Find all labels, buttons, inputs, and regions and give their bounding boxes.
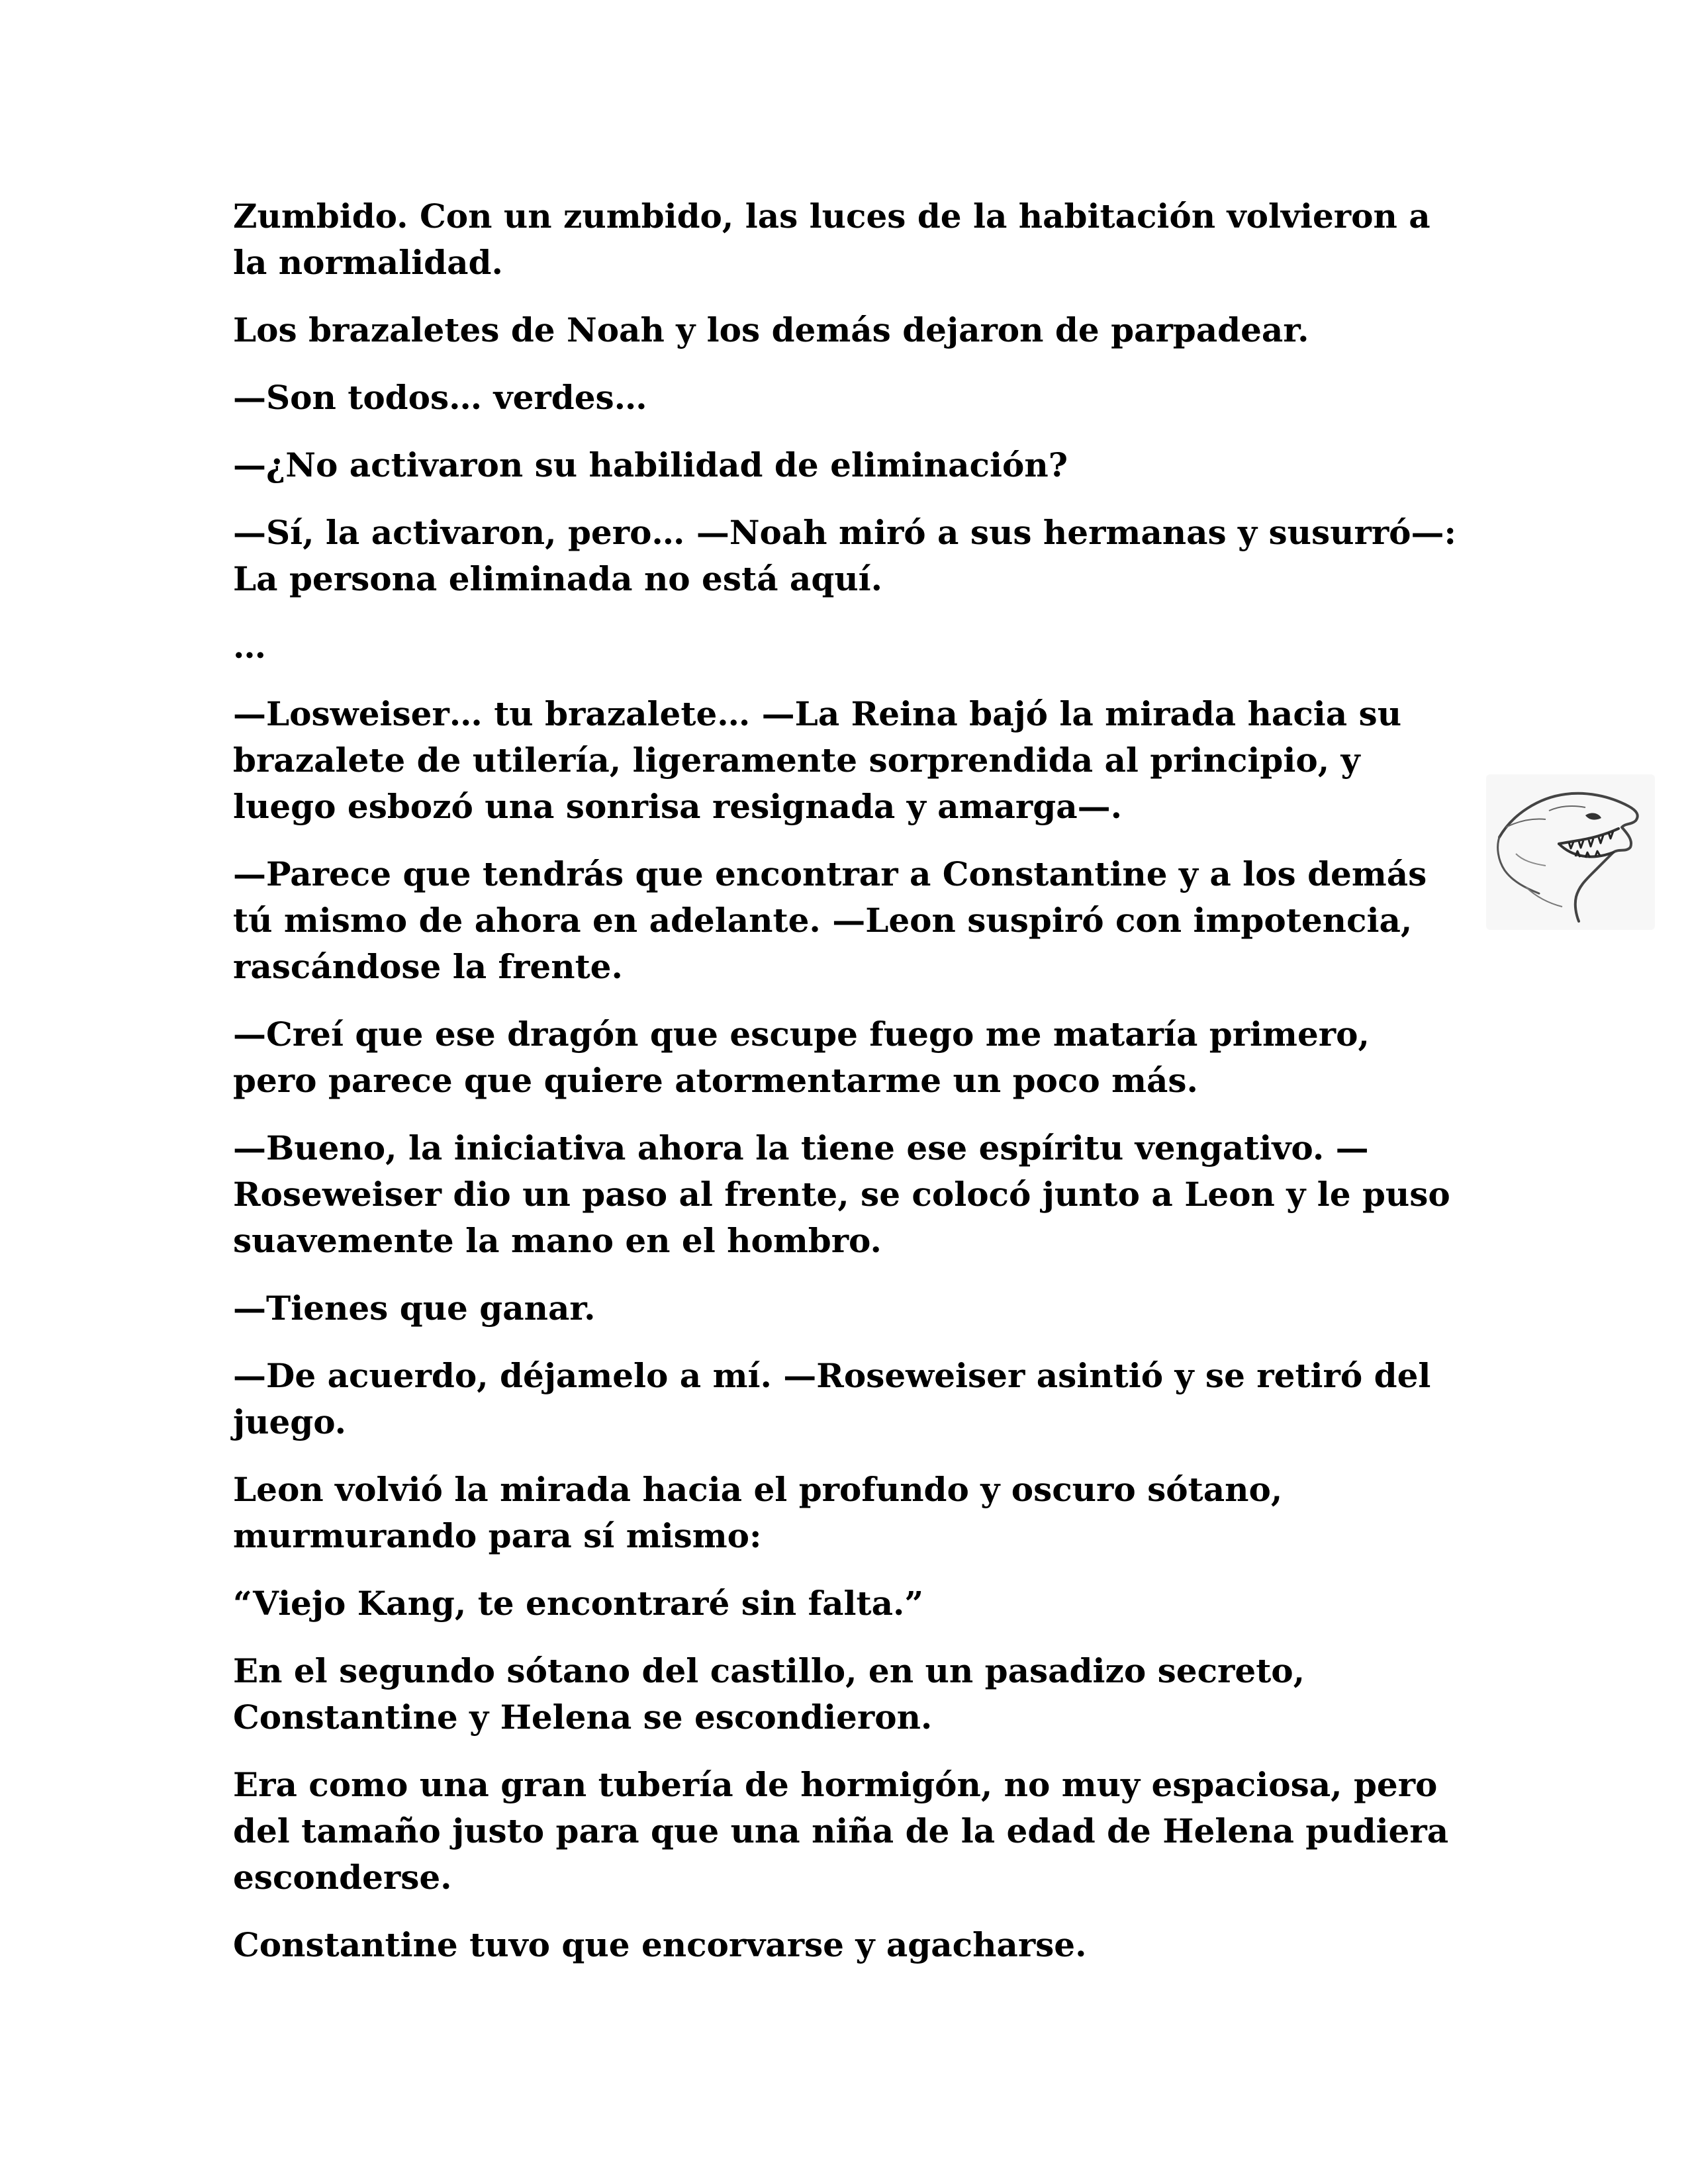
paragraph: Zumbido. Con un zumbido, las luces de la habitación volvieron a la normalidad. <box>233 197 1430 282</box>
paragraph: Los brazaletes de Noah y los demás dejaron de parpadear. <box>233 310 1309 349</box>
paragraph: Era como una gran tubería de hormigón, no muy espaciosa, pero del tamaño justo para que una niña de la edad de Helena pudiera esconderse. <box>233 1765 1449 1897</box>
body-text <box>233 193 1464 1989</box>
dinosaur-head-icon <box>1486 774 1655 930</box>
paragraph: En el segundo sótano del castillo, en un pasadizo secreto, Constantine y Helena se escondieron. <box>233 1651 1305 1737</box>
paragraph: “Viejo Kang, te encontraré sin falta.” <box>233 1584 924 1623</box>
paragraph: Leon volvió la mirada hacia el profundo y oscuro sótano, murmurando para sí mismo: <box>233 1470 1283 1555</box>
paragraph: —Bueno, la iniciativa ahora la tiene ese espíritu vengativo. —Roseweiser dio un paso al frente, se colocó junto a Leon y le puso suavemente la mano en el hombro. <box>233 1128 1450 1260</box>
paragraph: —Sí, la activaron, pero… —Noah miró a sus hermanas y susurró—: La persona eliminada no está aquí. <box>233 513 1456 598</box>
paragraph: —Creí que ese dragón que escupe fuego me mataría primero, pero parece que quiere atormentarme un poco más. <box>233 1015 1370 1100</box>
paragraph: —¿No activaron su habilidad de eliminación? <box>233 445 1068 484</box>
paragraph: —Losweiser… tu brazalete… —La Reina bajó la mirada hacia su brazalete de utilería, ligeramente sorprendida al principio, y luego esbozó una sonrisa resignada y amarga—. <box>233 694 1402 826</box>
paragraph: —Son todos… verdes… <box>233 378 647 417</box>
paragraph: —Parece que tendrás que encontrar a Constantine y a los demás tú mismo de ahora en adelante. —Leon suspiró con impotencia, rascándose la frente. <box>233 854 1427 986</box>
paragraph: —Tienes que ganar. <box>233 1289 596 1328</box>
paragraph: —De acuerdo, déjamelo a mí. —Roseweiser asintió y se retiró del juego. <box>233 1356 1431 1441</box>
paragraph: … <box>233 627 266 666</box>
paragraph: Constantine tuvo que encorvarse y agacharse. <box>233 1925 1087 1964</box>
